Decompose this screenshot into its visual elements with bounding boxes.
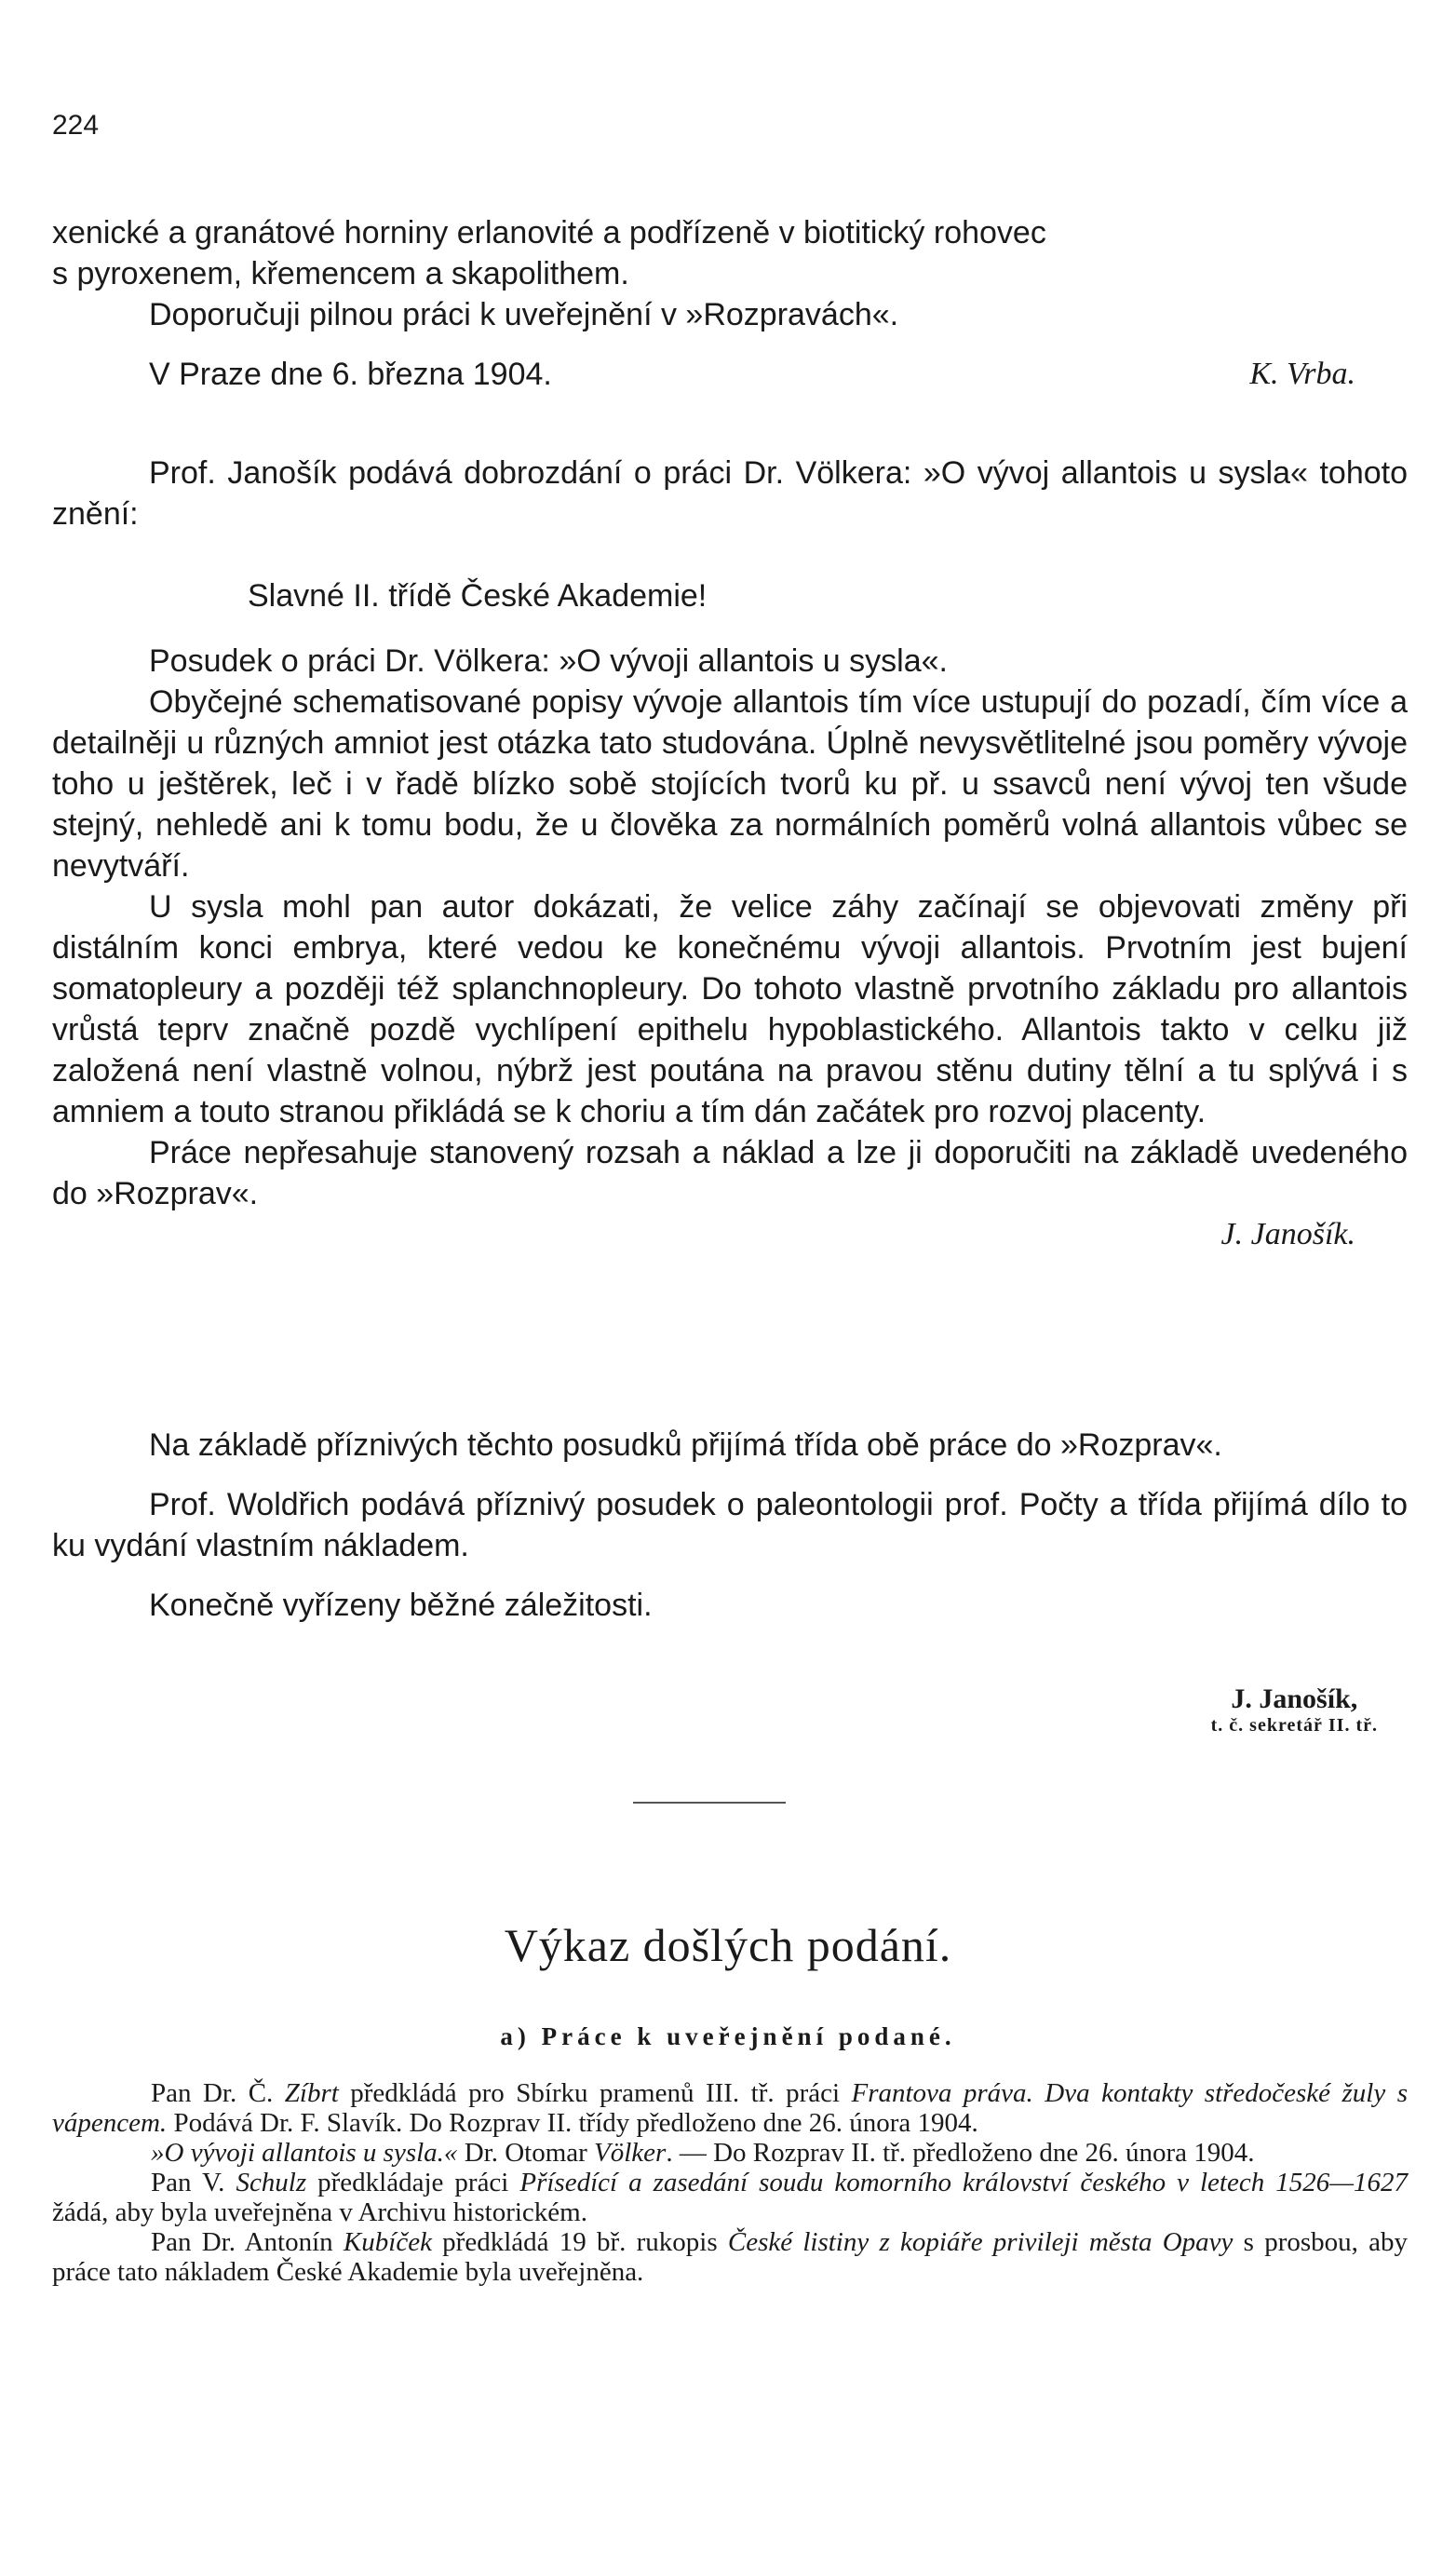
work-title: Dva kontakty středočeské žuly s vápencem.: [52, 2078, 1408, 2138]
review-paragraph: Posudek o práci Dr. Völkera: »O vývoji allantois u sysla«.: [149, 643, 948, 679]
submissions-list: [52, 2078, 1408, 2287]
signature-vrba: K. Vrba.: [1249, 357, 1355, 391]
work-title: Přísedící a zasedání soudu komorního království českého v letech 1526—1627: [519, 2168, 1409, 2197]
section-subtitle: a) Práce k uveřejnění podané.: [500, 2022, 956, 2050]
author-name: Kubíček: [343, 2227, 432, 2257]
salutation: Slavné II. třídě České Akademie!: [248, 578, 708, 614]
vrba-review-end: [52, 212, 1408, 395]
submission-entry: Pan Dr. Č. Zíbrt předkládá pro Sbírku pramenů III. tř. práci Frantova práva. Dva kontakty středočeské žuly s vápencem. Podává Dr. F. Slavík. Do Rozprav II. třídy předloženo dne 26. února 1904.: [52, 2078, 1408, 2138]
review-paragraph: Obyčejné schematisované popisy vývoje allantois tím více ustupují do pozadí, čím více a detailněji u různých amniot jest otázka tato studována. Úplně nevysvětlitelné jsou poměry vývoje toho u ještěrek, leč i v řadě blízko sobě stojících tvorů ku př. u ssavců není vývoj ten všude stejný, nehledě ani k tomu bodu, že u člověka za normálních poměrů volná allantois vůbec se nevytváří.: [52, 684, 1408, 884]
place-date: V Praze dne 6. března 1904.: [149, 357, 552, 392]
secretary-role: t. č. sekretář II. tř.: [1210, 1715, 1378, 1736]
work-title: České listiny z kopiáře privileji města Opavy: [727, 2227, 1234, 2257]
review-paragraph: U sysla mohl pan autor dokázati, že velice záhy začínají se objevovati změny při distálním konci embrya, které vedou ke konečnému vývoji allantois. Prvotním jest bujení somatopleury a později též splanchnopleury. Do tohoto vlastně prvotního základu pro allantois vrůstá teprv značně pozdě vychlípení epithelu hypoblastického. Allantois takto v celku již založená není vlastně volnou, nýbrž jest poutána na pravou stěnu dutiny tělní a tu splývá i s amniem a touto stranou přikládá se k choriu a tím dán začátek pro rozvoj placenty.: [52, 889, 1408, 1129]
author-name: Völker: [594, 2138, 667, 2168]
secretary-name: J. Janošík,: [1231, 1683, 1358, 1714]
secretary-signature: [1211, 1683, 1378, 1737]
submission-entry: Pan Dr. Antonín Kubíček předkládá 19 bř. rukopis České listiny z kopiáře privileji města Opavy s prosbou, aby práce tato nákladem České Akademie byla uveřejněna.: [52, 2227, 1408, 2287]
decision-paragraph: Na základě příznivých těchto posudků přijímá třída obě práce do »Rozprav«.: [149, 1427, 1222, 1463]
decision-paragraph: Konečně vyřízeny běžné záležitosti.: [149, 1588, 653, 1623]
submission-entry: »O vývoji allantois u sysla.« Dr. Otomar Völker. — Do Rozprav II. tř. předloženo dne 26. února 1904.: [151, 2138, 1255, 2168]
section-divider: [633, 1802, 786, 1804]
section-title: Výkaz došlých podání.: [504, 1919, 952, 1971]
work-title: Frantova práva.: [851, 2078, 1033, 2108]
review-paragraph: Práce nepřesahuje stanovený rozsah a náklad a lze ji doporučiti na základě uvedeného do »Rozprav«.: [52, 1135, 1408, 1211]
submission-entry: Pan V. Schulz předkládaje práci Přísedící a zasedání soudu komorního království českého v letech 1526—1627 žádá, aby byla uveřejněna v Archivu historickém.: [52, 2168, 1409, 2227]
decision-paragraph: Prof. Woldřich podává příznivý posudek o paleontologii prof. Počty a třída přijímá dílo to ku vydání vlastním nákladem.: [52, 1487, 1408, 1563]
text-line: xenické a granátové horniny erlanovité a podřízeně v biotitický rohovec: [52, 215, 1046, 250]
author-name: Zíbrt: [284, 2078, 339, 2108]
page-number: 224: [52, 110, 100, 141]
work-title: »O vývoji allantois u sysla.«: [151, 2138, 458, 2168]
signature-janosik: J. Janošík.: [1220, 1217, 1355, 1251]
author-name: Schulz: [236, 2168, 307, 2197]
janosik-review: [52, 453, 1408, 1255]
review-intro: Prof. Janošík podává dobrozdání o práci Dr. Völkera: »O vývoj allantois u sysla« tohoto znění:: [52, 455, 1408, 532]
text-line: s pyroxenem, křemencem a skapolithem.: [52, 256, 629, 291]
class-decisions: [52, 1425, 1408, 1626]
recommendation: Doporučuji pilnou práci k uveřejnění v »Rozpravách«.: [149, 297, 899, 332]
